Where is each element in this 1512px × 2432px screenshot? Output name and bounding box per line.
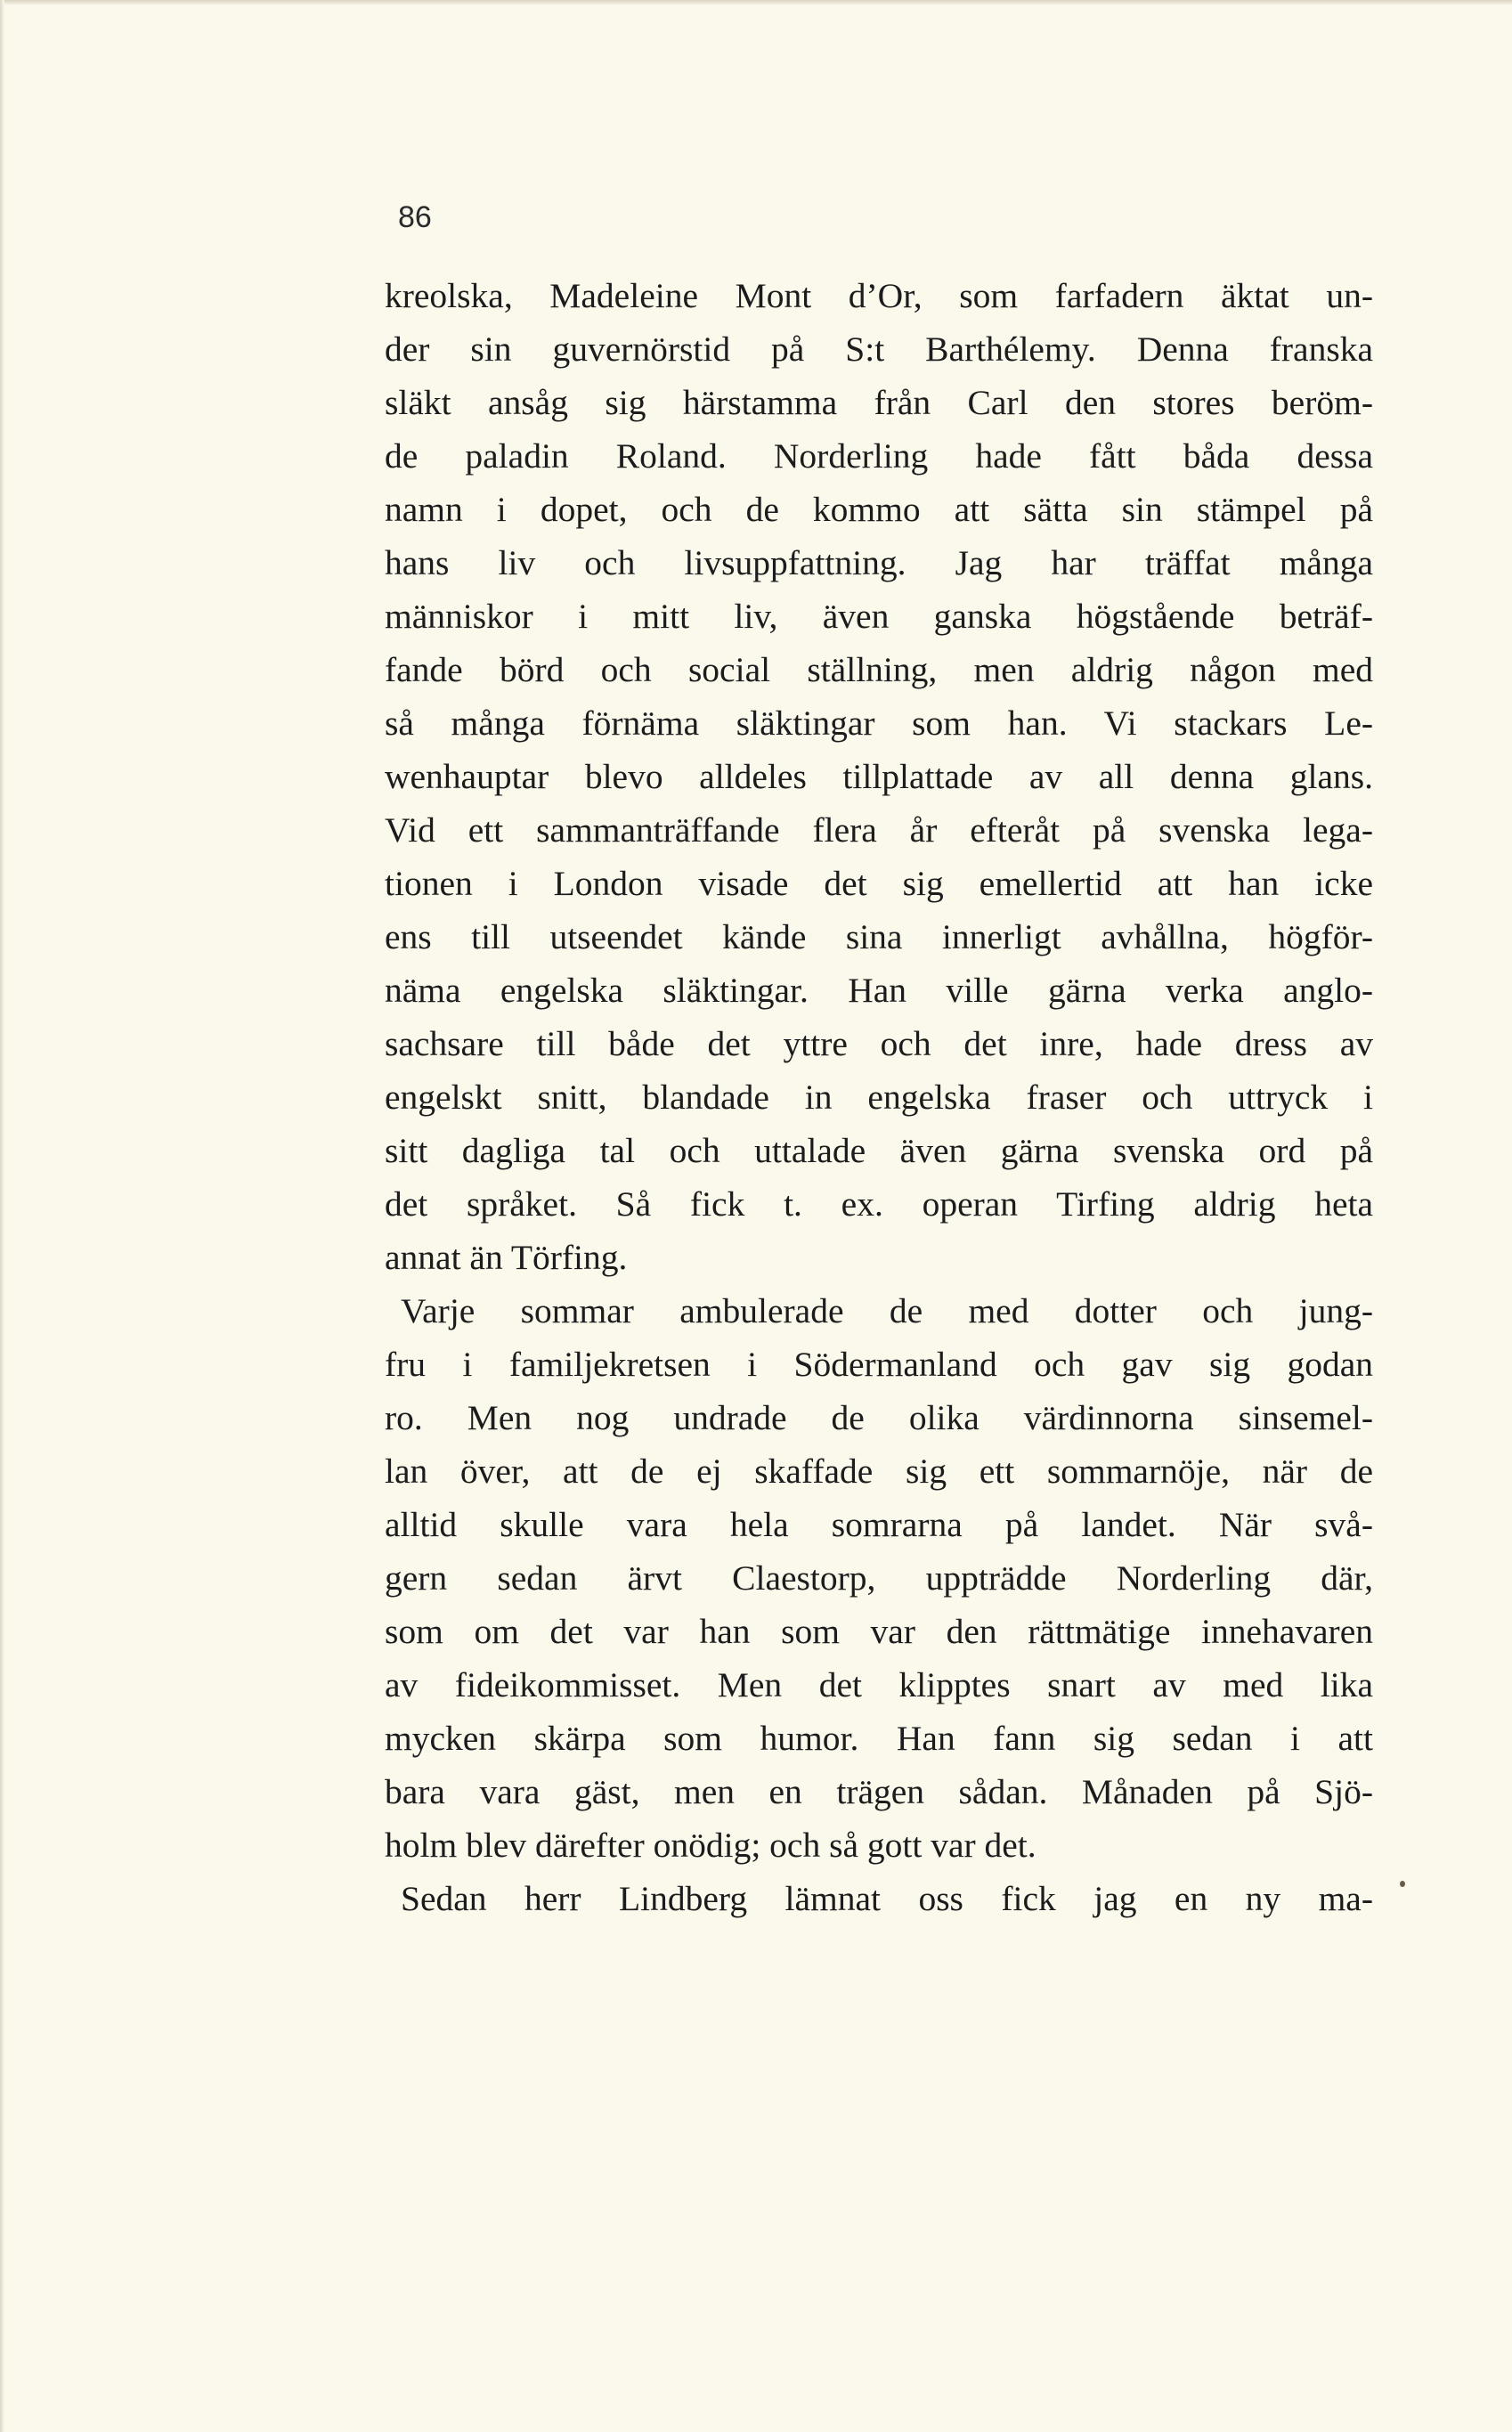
text-line: sitt dagliga tal och uttalade även gärna svenska ord på (385, 1131, 1373, 1170)
text-line: wenhauptar blevo alldeles tillplattade av all denna glans. (385, 757, 1373, 796)
text-line: der sin guvernörstid på S:t Barthélemy. Denna franska (385, 329, 1373, 369)
text-line: näma engelska släktingar. Han ville gärna verka anglo- (385, 971, 1373, 1010)
text-line: fande börd och social ställning, men aldrig någon med (385, 650, 1373, 689)
text-line: kreolska, Madeleine Mont d’Or, som farfadern äktat un- (385, 276, 1373, 315)
text-line: Vid ett sammanträffande flera år efteråt på svenska lega- (385, 810, 1373, 850)
text-line: bara vara gäst, men en trägen sådan. Månaden på Sjö- (385, 1772, 1373, 1811)
text-line: hans liv och livsuppfattning. Jag har träffat många (385, 543, 1373, 582)
page-edge-left (0, 0, 4, 2432)
text-line: sachsare till både det yttre och det inre, hade dress av (385, 1024, 1373, 1063)
paragraph-start-line: Varje sommar ambulerade de med dotter och jung- (401, 1291, 1373, 1330)
text-line: det språket. Så fick t. ex. operan Tirfing aldrig heta (385, 1184, 1373, 1224)
paragraph-end-line: holm blev därefter onödig; och så gott var det. (385, 1826, 1036, 1865)
text-line: lan över, att de ej skaffade sig ett sommarnöje, när de (385, 1452, 1373, 1491)
text-line: mycken skärpa som humor. Han fann sig sedan i att (385, 1719, 1373, 1758)
text-line: som om det var han som var den rättmätige innehavaren (385, 1612, 1373, 1651)
text-line: ens till utseendet kände sina innerligt avhållna, högför- (385, 917, 1373, 956)
text-line: tionen i London visade det sig emellertid att han icke (385, 864, 1373, 903)
text-line: gern sedan ärvt Claestorp, uppträdde Norderling där, (385, 1558, 1373, 1598)
body-text (385, 269, 1373, 1925)
page-number: 86 (398, 200, 432, 234)
paragraph-end-line: annat än Törfing. (385, 1238, 628, 1277)
page-edge-top (0, 0, 1512, 5)
text-line: namn i dopet, och de kommo att sätta sin stämpel på (385, 490, 1373, 529)
text-line: de paladin Roland. Norderling hade fått båda dessa (385, 436, 1373, 476)
text-line: ro. Men nog undrade de olika värdinnorna sinsemel- (385, 1398, 1373, 1437)
text-line: så många förnäma släktingar som han. Vi stackars Le- (385, 704, 1373, 743)
text-line: engelskt snitt, blandade in engelska fraser och uttryck i (385, 1078, 1373, 1117)
text-line: fru i familjekretsen i Södermanland och gav sig godan (385, 1345, 1373, 1384)
text-line: alltid skulle vara hela somrarna på landet. När svå- (385, 1505, 1373, 1544)
text-line: människor i mitt liv, även ganska högstående beträf- (385, 597, 1373, 636)
text-line: släkt ansåg sig härstamma från Carl den stores beröm- (385, 383, 1373, 422)
text-line: av fideikommisset. Men det klipptes snart av med lika (385, 1665, 1373, 1704)
ink-speck (1400, 1881, 1405, 1887)
paragraph-start-line: Sedan herr Lindberg lämnat oss fick jag en ny ma- (401, 1879, 1373, 1918)
